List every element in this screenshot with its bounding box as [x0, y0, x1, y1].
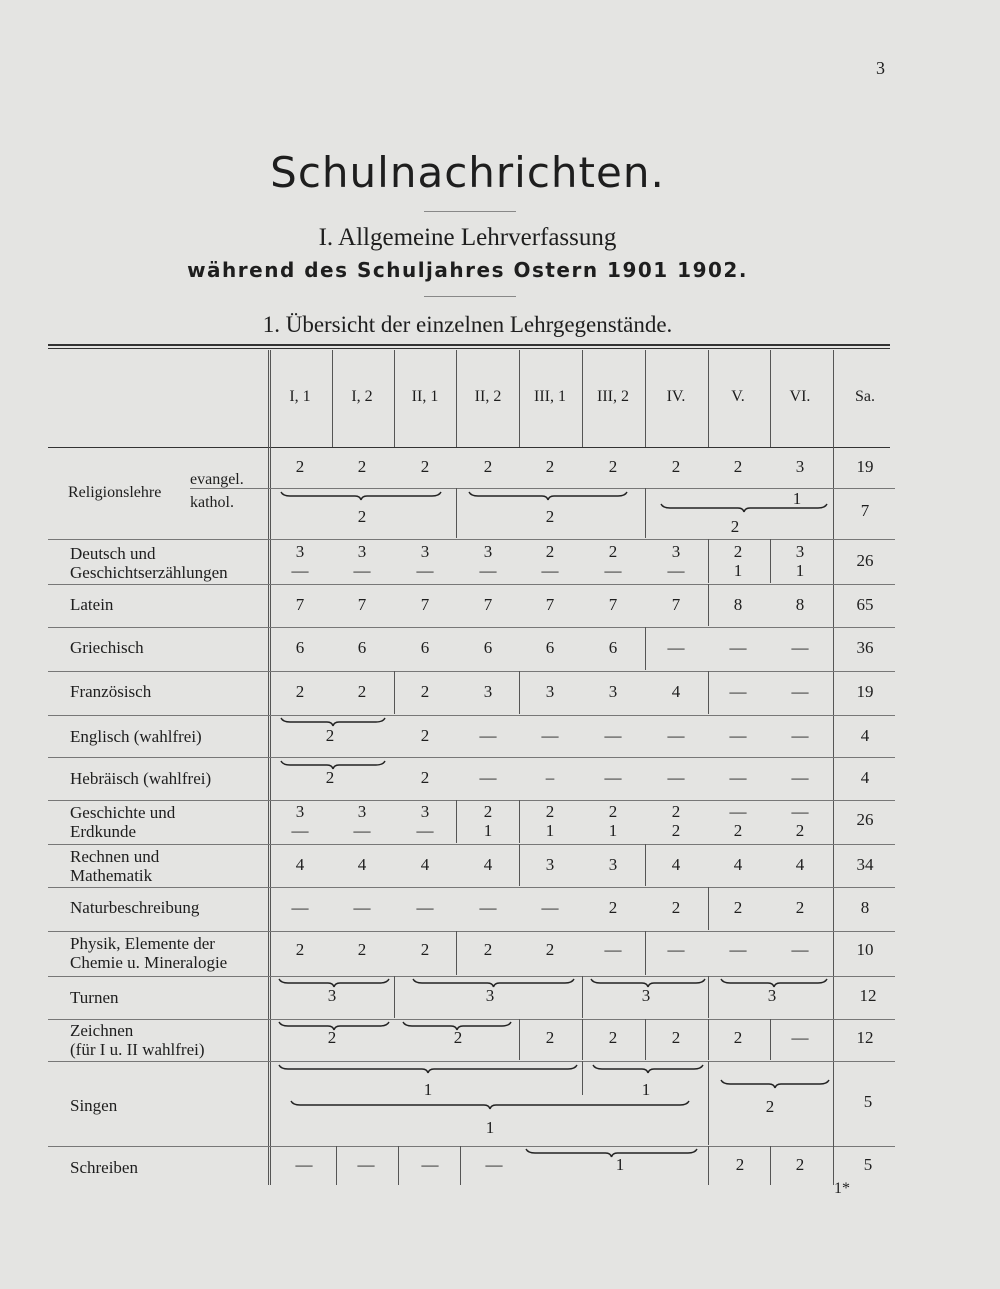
table-cell: 4	[671, 855, 681, 874]
table-cell: —	[604, 940, 622, 959]
table-cell: 2	[295, 457, 305, 476]
column-rule	[833, 447, 834, 1150]
table-cell: 2	[483, 457, 493, 476]
table-cell: 4	[483, 855, 493, 874]
column-rule	[645, 931, 646, 975]
table-cell: 10	[856, 940, 874, 959]
table-cell: —	[667, 768, 685, 787]
column-rule	[394, 976, 395, 1018]
subject-label: Turnen	[70, 988, 119, 1007]
row-rule	[48, 757, 895, 758]
column-header: II, 1	[411, 388, 439, 405]
column-header: I, 1	[289, 388, 311, 405]
table-cell: 3	[357, 542, 367, 561]
table-cell: —	[667, 726, 685, 745]
table-cell: —	[479, 726, 497, 745]
table-cell: 3	[483, 542, 493, 561]
subject-label: kathol.	[190, 494, 234, 511]
table-cell: 2	[420, 726, 430, 745]
table-cell: —	[729, 726, 747, 745]
table-cell: 7	[295, 595, 305, 614]
subject-label: Französisch	[70, 682, 152, 701]
column-rule	[456, 931, 457, 975]
table-cell: 5	[863, 1155, 873, 1174]
table-cell: 1	[485, 1118, 495, 1137]
table-cell: 7	[608, 595, 618, 614]
page-number: 3	[876, 58, 885, 78]
column-rule	[456, 488, 457, 538]
table-cell: 6	[420, 638, 430, 657]
table-cell: —	[667, 940, 685, 959]
column-header: II, 2	[474, 388, 502, 405]
column-rule	[645, 1019, 646, 1060]
table-cell: 2	[735, 1155, 745, 1174]
table-cell: 65	[856, 595, 874, 614]
table-cell: 2	[608, 457, 618, 476]
column-rule	[770, 539, 771, 583]
column-rule	[708, 539, 709, 583]
table-cell: 7	[671, 595, 681, 614]
table-cell: 3	[608, 855, 618, 874]
column-rule	[645, 627, 646, 670]
footnote-marker: 1*	[834, 1180, 850, 1197]
column-rule	[268, 350, 269, 1185]
table-cell: 2	[733, 898, 743, 917]
table-cell: 2	[295, 682, 305, 701]
table-cell: —	[416, 821, 434, 840]
table-cell: —	[541, 726, 559, 745]
table-cell: 6	[608, 638, 618, 657]
column-rule	[332, 350, 333, 447]
column-header: III, 1	[534, 388, 566, 405]
table-cell: 2	[545, 542, 555, 561]
row-rule	[48, 1019, 895, 1020]
table-cell: 3	[327, 986, 337, 1005]
row-rule	[48, 800, 895, 801]
subject-label: Rechnen und	[70, 847, 160, 866]
table-cell: —	[667, 561, 685, 580]
column-rule	[645, 844, 646, 886]
table-cell: 3	[671, 542, 681, 561]
table-cell: —	[791, 940, 809, 959]
table-cell: 3	[608, 682, 618, 701]
table-cell: 2	[608, 802, 618, 821]
table-cell: 4	[860, 726, 870, 745]
column-rule	[708, 671, 709, 714]
table-cell: —	[353, 561, 371, 580]
column-header: VI.	[789, 388, 811, 405]
table-cell: 1	[545, 821, 555, 840]
table-cell: —	[604, 726, 622, 745]
subject-label: Deutsch und	[70, 544, 156, 563]
column-header: III, 2	[597, 388, 629, 405]
column-rule	[519, 844, 520, 886]
table-cell: —	[729, 638, 747, 657]
table-cell: —	[791, 802, 809, 821]
table-cell: —	[416, 561, 434, 580]
table-cell: 2	[325, 726, 335, 745]
table-cell: 36	[856, 638, 874, 657]
table-cell: 2	[733, 457, 743, 476]
row-rule	[48, 715, 895, 716]
table-cell: 2	[671, 802, 681, 821]
subsection-heading: 1. Übersicht der einzelnen Lehrgegenstände.	[262, 312, 673, 337]
brace-symbol	[592, 1064, 704, 1074]
table-cell: 1	[733, 561, 743, 580]
column-rule	[398, 1146, 399, 1185]
table-cell: 3	[357, 802, 367, 821]
row-rule	[48, 887, 895, 888]
table-cell: 1	[641, 1080, 651, 1099]
subject-label: Schreiben	[70, 1158, 138, 1177]
table-cell: 2	[733, 1028, 743, 1047]
page-title: Schulnachrichten.	[270, 148, 665, 197]
subject-label: Naturbeschreibung	[70, 898, 200, 917]
table-cell: 2	[357, 507, 367, 526]
row-rule	[48, 844, 895, 845]
table-cell: 2	[325, 768, 335, 787]
table-cell: 3	[420, 542, 430, 561]
table-cell: 2	[795, 1155, 805, 1174]
brace-symbol	[278, 1064, 578, 1074]
table-cell: 2	[545, 940, 555, 959]
table-cell: 2	[730, 517, 740, 536]
table-cell: 1	[792, 489, 802, 508]
table-cell: —	[791, 682, 809, 701]
table-cell: 2	[357, 940, 367, 959]
table-cell: 2	[795, 898, 805, 917]
table-cell: —	[604, 561, 622, 580]
table-cell: 4	[733, 855, 743, 874]
subject-label: Geschichte und	[70, 803, 176, 822]
table-cell: 2	[733, 542, 743, 561]
column-rule	[645, 350, 646, 447]
table-cell: 6	[295, 638, 305, 657]
column-rule	[708, 976, 709, 1018]
table-cell: 7	[860, 501, 870, 520]
table-cell: 2	[295, 940, 305, 959]
table-cell: —	[729, 802, 747, 821]
subject-label: evangel.	[190, 471, 244, 488]
table-cell: 26	[856, 810, 874, 829]
table-cell: —	[291, 821, 309, 840]
column-rule	[456, 350, 457, 447]
table-cell: —	[295, 1155, 313, 1174]
column-header: Sa.	[855, 388, 875, 405]
table-cell: —	[791, 726, 809, 745]
row-rule	[48, 1146, 895, 1147]
table-cell: 3	[641, 986, 651, 1005]
table-cell: 34	[856, 855, 874, 874]
table-cell: 2	[608, 898, 618, 917]
table-cell: 7	[483, 595, 493, 614]
table-cell: 2	[357, 457, 367, 476]
column-header: I, 2	[351, 388, 373, 405]
column-header: IV.	[666, 388, 686, 405]
table-cell: 2	[545, 802, 555, 821]
subject-label: Zeichnen	[70, 1021, 134, 1040]
table-cell: 3	[483, 682, 493, 701]
column-rule	[582, 976, 583, 1018]
table-cell: 4	[795, 855, 805, 874]
table-cell: –	[545, 768, 555, 787]
column-rule	[582, 1019, 583, 1060]
subject-label: Erdkunde	[70, 822, 137, 841]
subject-label: Singen	[70, 1096, 118, 1115]
table-cell: 2	[420, 682, 430, 701]
brace-symbol	[720, 1079, 830, 1089]
table-cell: —	[421, 1155, 439, 1174]
column-rule	[582, 1061, 583, 1095]
table-cell: 12	[859, 986, 877, 1005]
table-cell: 1	[423, 1080, 433, 1099]
table-cell: 4	[860, 768, 870, 787]
subject-label: Englisch (wahlfrei)	[70, 727, 202, 746]
table-cell: 2	[483, 802, 493, 821]
table-cell: 2	[420, 768, 430, 787]
table-cell: 12	[856, 1028, 874, 1047]
table-cell: 3	[295, 802, 305, 821]
brace-symbol	[468, 491, 628, 501]
table-cell: 7	[357, 595, 367, 614]
table-cell: 3	[545, 855, 555, 874]
column-rule	[519, 800, 520, 843]
table-cell: 4	[420, 855, 430, 874]
column-rule	[519, 350, 520, 447]
column-rule	[456, 800, 457, 843]
column-rule	[708, 887, 709, 930]
row-rule	[48, 627, 895, 628]
table-cell: 3	[295, 542, 305, 561]
table-cell: 5	[863, 1092, 873, 1111]
column-rule	[394, 671, 395, 714]
table-cell: —	[729, 768, 747, 787]
table-cell: —	[479, 561, 497, 580]
table-cell: 1	[795, 561, 805, 580]
table-cell: 4	[671, 682, 681, 701]
section-heading: I. Allgemeine Lehrverfassung	[318, 224, 617, 251]
table-cell: 1	[615, 1155, 625, 1174]
column-rule	[770, 350, 771, 447]
table-cell: —	[357, 1155, 375, 1174]
table-cell: —	[541, 898, 559, 917]
table-cell: —	[353, 821, 371, 840]
row-rule	[48, 1061, 895, 1062]
table-cell: 2	[671, 821, 681, 840]
table-cell: 2	[671, 1028, 681, 1047]
subject-label: Griechisch	[70, 638, 144, 657]
table-cell: 26	[856, 551, 874, 570]
column-rule	[519, 671, 520, 714]
row-rule	[48, 539, 895, 540]
column-rule	[708, 350, 709, 447]
table-cell: 3	[485, 986, 495, 1005]
column-rule	[519, 1019, 520, 1060]
column-rule	[336, 1146, 337, 1185]
table-cell: 6	[483, 638, 493, 657]
table-cell: 2	[795, 821, 805, 840]
table-cell: 2	[608, 542, 618, 561]
table-cell: —	[791, 768, 809, 787]
column-rule	[708, 1146, 709, 1185]
table-cell: 3	[795, 542, 805, 561]
column-header: V.	[731, 388, 745, 405]
table-cell: 19	[856, 682, 874, 701]
table-cell: 8	[795, 595, 805, 614]
row-rule	[48, 931, 895, 932]
column-rule	[394, 350, 395, 447]
subject-label: Religionslehre	[68, 484, 162, 501]
subject-label: (für I u. II wahlfrei)	[70, 1040, 205, 1059]
table-cell: —	[291, 898, 309, 917]
subject-label: Chemie u. Mineralogie	[70, 953, 228, 972]
table-cell: 3	[420, 802, 430, 821]
table-cell: —	[729, 682, 747, 701]
table-cell: 3	[545, 682, 555, 701]
table-cell: 6	[357, 638, 367, 657]
subject-label: Latein	[70, 595, 114, 614]
table-cell: 2	[327, 1028, 337, 1047]
table-cell: 4	[295, 855, 305, 874]
column-rule	[708, 1061, 709, 1145]
section-subheading: während des Schuljahres Ostern 1901 1902.	[187, 258, 748, 282]
column-rule	[582, 350, 583, 447]
table-cell: —	[791, 1028, 809, 1047]
column-rule	[833, 350, 834, 447]
table-cell: 2	[608, 1028, 618, 1047]
table-cell: —	[604, 768, 622, 787]
table-cell: —	[485, 1155, 503, 1174]
table-cell: 1	[608, 821, 618, 840]
column-rule	[270, 350, 271, 1185]
subject-label: Hebräisch (wahlfrei)	[70, 769, 212, 788]
table-cell: —	[479, 768, 497, 787]
table-cell: —	[791, 638, 809, 657]
column-rule	[770, 1019, 771, 1060]
subject-label: Mathematik	[70, 866, 153, 885]
table-cell: 2	[357, 682, 367, 701]
column-rule	[770, 1146, 771, 1185]
table-cell: 1	[483, 821, 493, 840]
row-rule	[48, 584, 895, 585]
table-cell: 7	[420, 595, 430, 614]
table-cell: 8	[860, 898, 870, 917]
column-rule	[645, 488, 646, 538]
table-cell: 2	[420, 940, 430, 959]
table-cell: —	[416, 898, 434, 917]
brace-symbol	[280, 491, 442, 501]
table-cell: —	[291, 561, 309, 580]
subject-label: Geschichtserzählungen	[70, 563, 228, 582]
brace-symbol	[290, 1100, 690, 1110]
table-cell: —	[541, 561, 559, 580]
table-cell: —	[353, 898, 371, 917]
table-cell: 2	[545, 507, 555, 526]
table-cell: 6	[545, 638, 555, 657]
column-rule	[708, 584, 709, 626]
table-cell: 4	[357, 855, 367, 874]
row-rule	[48, 976, 895, 977]
column-rule	[460, 1146, 461, 1185]
table-cell: 2	[420, 457, 430, 476]
table-cell: 2	[671, 898, 681, 917]
subject-label: Physik, Elemente der	[70, 934, 215, 953]
table-cell: 19	[856, 457, 874, 476]
table-cell: 3	[767, 986, 777, 1005]
column-rule	[708, 1019, 709, 1060]
table-cell: 2	[671, 457, 681, 476]
table-cell: 2	[545, 457, 555, 476]
table-cell: 8	[733, 595, 743, 614]
table-cell: 2	[483, 940, 493, 959]
table-cell: 3	[795, 457, 805, 476]
table-cell: —	[667, 638, 685, 657]
row-rule	[48, 671, 895, 672]
table-cell: 2	[545, 1028, 555, 1047]
table-cell: —	[729, 940, 747, 959]
table-cell: 2	[765, 1097, 775, 1116]
table-cell: —	[479, 898, 497, 917]
table-cell: 7	[545, 595, 555, 614]
table-cell: 2	[453, 1028, 463, 1047]
table-cell: 2	[733, 821, 743, 840]
